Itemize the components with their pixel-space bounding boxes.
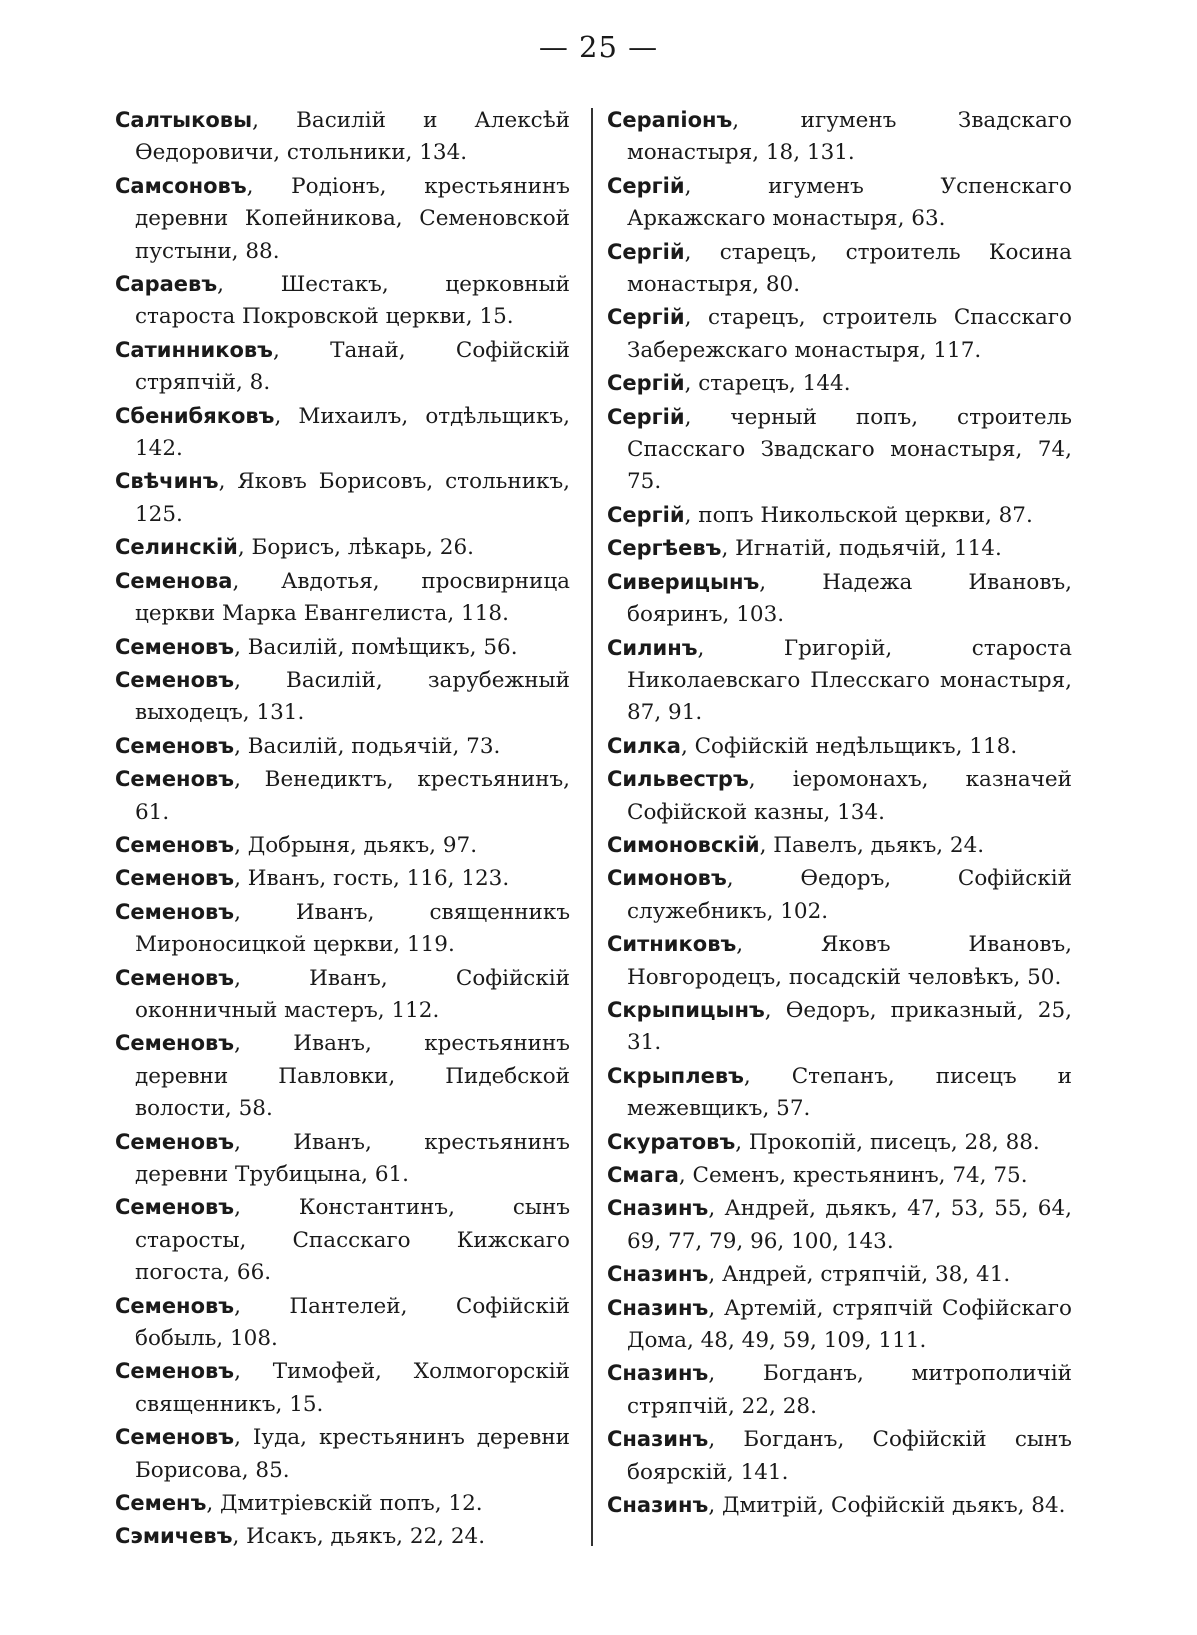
- entry-details: , Павелъ, дьякъ, 24.: [759, 832, 985, 858]
- entry-surname: Сергій: [607, 371, 685, 396]
- entry-details: , старецъ, строитель Косина монастыря, 80.: [627, 239, 1072, 298]
- entry-details: , Авдотья, просвирница церкви Марка Евангелиста, 118.: [135, 568, 570, 627]
- entry-surname: Селинскій: [115, 535, 238, 560]
- entry-details: , Надежа Ивановъ, бояринъ, 103.: [627, 569, 1072, 628]
- index-entry: [607, 1258, 1072, 1291]
- entry-surname: Семенова: [115, 568, 233, 593]
- index-entry: [607, 1292, 1072, 1358]
- index-entry: [607, 1423, 1072, 1489]
- entry-details: , Дмитріевскій попъ, 12.: [206, 1491, 483, 1517]
- index-entry: [115, 862, 570, 895]
- entry-surname: Семеновъ: [115, 1031, 235, 1056]
- entry-details: , Василій, подьячій, 73.: [234, 733, 501, 759]
- entry-surname: Семеновъ: [115, 965, 235, 990]
- entry-details: , Андрей, дьякъ, 47, 53, 55, 64, 69, 77, 79, 96, 100, 143.: [627, 1196, 1072, 1254]
- index-entry: [115, 1421, 570, 1487]
- entry-surname: Серапіонъ: [607, 108, 733, 132]
- entry-surname: Семеновъ: [115, 1293, 235, 1318]
- index-entry: [115, 730, 570, 763]
- entry-surname: Сиверицынъ: [607, 569, 760, 594]
- index-entry: [115, 631, 570, 664]
- entry-surname: Самсоновъ: [115, 173, 247, 198]
- index-entry: [607, 763, 1072, 829]
- entry-details: , Пантелей, Софійскій бобыль, 108.: [135, 1293, 570, 1352]
- entry-details: , Степанъ, писецъ и межевщикъ, 57.: [627, 1063, 1072, 1122]
- entry-details: , Иванъ, гость, 116, 123.: [234, 866, 510, 892]
- entry-surname: Силка: [607, 733, 681, 758]
- entry-surname: Семеновъ: [115, 866, 235, 891]
- entry-surname: Салтыковы: [115, 108, 253, 132]
- entry-details: , Өедоръ, Софійскій служебникъ, 102.: [627, 866, 1072, 924]
- entry-details: , черный попъ, строитель Спасскаго Звадскаго монастыря, 74, 75.: [627, 404, 1072, 495]
- entry-details: , Шестакъ, церковный староста Покровской церкви, 15.: [135, 272, 570, 330]
- entry-surname: Сназинъ: [607, 1427, 709, 1452]
- entry-surname: Сбенибяковъ: [115, 403, 275, 428]
- entry-details: , Тимофей, Холмогорскій священникъ, 15.: [135, 1359, 570, 1417]
- entry-surname: Семеновъ: [115, 1425, 235, 1450]
- entry-details: , Иванъ, крестьянинъ деревни Трубицына, 61.: [135, 1129, 570, 1187]
- index-entry: [607, 401, 1072, 499]
- index-entry: [607, 236, 1072, 302]
- index-entry: [607, 532, 1072, 565]
- entry-surname: Семеновъ: [115, 832, 235, 857]
- index-entry: [607, 1489, 1072, 1522]
- entry-surname: Семеновъ: [115, 767, 235, 792]
- entry-details: , Иванъ, священникъ Мироносицкой церкви, 119.: [135, 899, 570, 958]
- entry-surname: Семеновъ: [115, 1195, 235, 1220]
- entry-details: , Яковъ Борисовъ, стольникъ, 125.: [135, 469, 570, 527]
- index-entry: [607, 1192, 1072, 1258]
- entry-surname: Сергій: [607, 502, 685, 527]
- index-entry: [607, 104, 1072, 170]
- page-number: — 25 —: [538, 30, 659, 64]
- entry-details: , игуменъ Звадскаго монастыря, 18, 131.: [627, 108, 1072, 166]
- entry-surname: Сназинъ: [607, 1196, 709, 1221]
- entry-details: , Василій, зарубежный выходецъ, 131.: [135, 667, 570, 726]
- index-entry: [115, 170, 570, 268]
- entry-surname: Симоновскій: [607, 832, 760, 857]
- right-column: [607, 104, 1072, 1522]
- entry-surname: Сназинъ: [607, 1361, 709, 1386]
- index-entry: [607, 632, 1072, 730]
- index-entry: [115, 400, 570, 466]
- entry-surname: Сэмичевъ: [115, 1524, 233, 1549]
- entry-details: , Андрей, стряпчій, 38, 41.: [708, 1262, 1011, 1288]
- entry-details: , Іуда, крестьянинъ деревни Борисова, 85.: [135, 1425, 570, 1483]
- entry-surname: Скрыплевъ: [607, 1063, 744, 1088]
- entry-details: , Яковъ Ивановъ, Новгородецъ, посадскій человѣкъ, 50.: [627, 932, 1072, 990]
- index-entry: [115, 1126, 570, 1192]
- entry-details: , Дмитрій, Софійскій дьякъ, 84.: [708, 1493, 1066, 1519]
- entry-details: , Софійскій недѣльщикъ, 118.: [680, 733, 1018, 759]
- entry-surname: Семеновъ: [115, 899, 235, 924]
- entry-surname: Семеновъ: [115, 667, 235, 692]
- entry-surname: Семеновъ: [115, 634, 235, 659]
- entry-details: , Танай, Софійскій стряпчій, 8.: [135, 337, 570, 396]
- index-entry: [607, 566, 1072, 632]
- entry-details: , Богданъ, Софійскій сынъ боярскій, 141.: [627, 1427, 1072, 1485]
- index-entry: [115, 1355, 570, 1421]
- index-entry: [115, 1487, 570, 1520]
- index-entry: [607, 1159, 1072, 1192]
- entry-details: , Семенъ, крестьянинъ, 74, 75.: [678, 1163, 1028, 1188]
- entry-surname: Смага: [607, 1163, 679, 1187]
- index-entry: [115, 962, 570, 1028]
- entry-surname: Сараевъ: [115, 272, 218, 297]
- entry-details: , старецъ, строитель Спасскаго Забережскаго монастыря, 117.: [627, 305, 1072, 363]
- index-entry: [115, 896, 570, 962]
- entry-surname: Свѣчинъ: [115, 469, 219, 494]
- entry-surname: Ситниковъ: [607, 932, 737, 957]
- entry-details: , попъ Никольской церкви, 87.: [684, 502, 1033, 528]
- index-entry: [115, 1027, 570, 1125]
- entry-details: , старецъ, 144.: [684, 371, 851, 397]
- index-entry: [115, 465, 570, 531]
- index-entry: [115, 334, 570, 400]
- index-entry: [607, 1357, 1072, 1423]
- entry-details: , іеромонахъ, казначей Софійской казны, 134.: [627, 767, 1072, 825]
- entry-surname: Сергѣевъ: [607, 536, 722, 561]
- entry-surname: Семенъ: [115, 1491, 207, 1516]
- left-column: [115, 104, 570, 1554]
- index-entry: [115, 1290, 570, 1356]
- index-entry: [607, 367, 1072, 400]
- entry-details: , Исакъ, дьякъ, 22, 24.: [232, 1524, 486, 1550]
- index-entry: [607, 170, 1072, 236]
- index-entry: [115, 763, 570, 829]
- entry-surname: Сильвестръ: [607, 767, 749, 792]
- entry-details: , Василій и Алексѣй Өедоровичи, стольники, 134.: [135, 108, 570, 166]
- index-entry: [607, 1126, 1072, 1159]
- column-divider: [591, 108, 593, 1546]
- index-entry: [607, 829, 1072, 862]
- entry-details: , Михаилъ, отдѣльщикъ, 142.: [135, 403, 570, 462]
- entry-details: , Добрыня, дьякъ, 97.: [234, 832, 478, 858]
- index-entry: [115, 1520, 570, 1553]
- entry-details: , Иванъ, крестьянинъ деревни Павловки, Пидебской волости, 58.: [135, 1031, 570, 1122]
- index-entry: [115, 531, 570, 564]
- entry-details: , Борисъ, лѣкарь, 26.: [237, 535, 474, 561]
- index-entry: [607, 301, 1072, 367]
- entry-details: , Константинъ, сынъ старосты, Спасскаго Кижскаго погоста, 66.: [135, 1195, 570, 1286]
- entry-surname: Сназинъ: [607, 1262, 709, 1287]
- entry-details: , игуменъ Успенскаго Аркажскаго монастыря, 63.: [627, 173, 1072, 232]
- entry-surname: Силинъ: [607, 635, 698, 660]
- entry-details: , Богданъ, митрополичій стряпчій, 22, 28.: [627, 1361, 1072, 1419]
- entry-surname: Сатинниковъ: [115, 337, 273, 362]
- entry-surname: Скуратовъ: [607, 1129, 736, 1154]
- entry-surname: Сназинъ: [607, 1493, 709, 1518]
- entry-details: , Прокопій, писецъ, 28, 88.: [735, 1129, 1040, 1155]
- entry-details: , Өедоръ, приказный, 25, 31.: [627, 997, 1072, 1056]
- index-entry: [115, 268, 570, 334]
- index-entry: [115, 565, 570, 631]
- index-entry: [607, 928, 1072, 994]
- index-entry: [607, 499, 1072, 532]
- entry-surname: Сергій: [607, 173, 685, 198]
- index-entry: [607, 862, 1072, 928]
- index-entry: [115, 1191, 570, 1289]
- entry-details: , Иванъ, Софійскій оконничный мастеръ, 112.: [135, 965, 570, 1023]
- index-entry: [115, 664, 570, 730]
- entry-surname: Сергій: [607, 305, 685, 330]
- entry-surname: Сергій: [607, 239, 685, 264]
- index-entry: [115, 829, 570, 862]
- index-entry: [607, 994, 1072, 1060]
- entry-details: , Артемій, стряпчій Софійскаго Дома, 48, 49, 59, 109, 111.: [627, 1295, 1072, 1354]
- entry-surname: Симоновъ: [607, 866, 727, 891]
- entry-surname: Семеновъ: [115, 1129, 235, 1154]
- entry-details: , Василій, помѣщикъ, 56.: [234, 634, 518, 660]
- entry-details: , Григорій, староста Николаевскаго Плесскаго монастыря, 87, 91.: [627, 635, 1072, 726]
- index-entry: [607, 730, 1072, 763]
- entry-surname: Семеновъ: [115, 733, 235, 758]
- entry-details: , Венедиктъ, крестьянинъ, 61.: [135, 767, 570, 825]
- entry-surname: Семеновъ: [115, 1359, 235, 1384]
- index-entry: [115, 104, 570, 170]
- entry-surname: Сназинъ: [607, 1295, 709, 1320]
- entry-details: , Игнатій, подьячій, 114.: [721, 536, 1002, 562]
- entry-details: , Родіонъ, крестьянинъ деревни Копейникова, Семеновской пустыни, 88.: [135, 173, 570, 264]
- index-entry: [607, 1060, 1072, 1126]
- entry-surname: Сергій: [607, 404, 685, 429]
- entry-surname: Скрыпицынъ: [607, 997, 765, 1022]
